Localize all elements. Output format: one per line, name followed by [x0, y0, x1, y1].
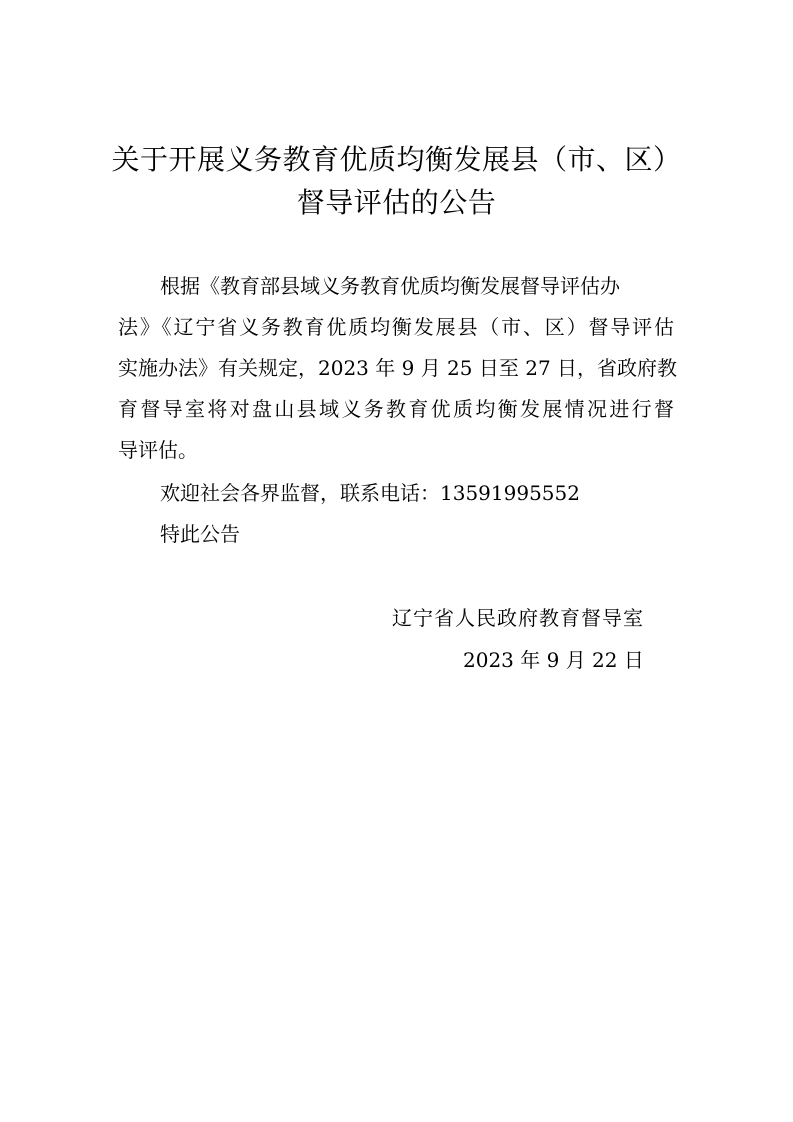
body-paragraph-line-1: 根据《教育部县域义务教育优质均衡发展督导评估办 — [160, 274, 620, 298]
body-paragraph-line-4: 育督导室将对盘山县域义务教育优质均衡发展情况进行督 — [118, 397, 674, 421]
body-paragraph-line-2: 法》《辽宁省义务教育优质均衡发展县（市、区）督导评估 — [118, 315, 674, 339]
closing-line: 特此公告 — [160, 522, 240, 546]
signature-organization: 辽宁省人民政府教育督导室 — [392, 606, 644, 630]
body-paragraph-line-3: 实施办法》有关规定，2023 年 9 月 25 日至 27 日，省政府教 — [118, 356, 678, 380]
welcome-contact-line: 欢迎社会各界监督，联系电话：13591995552 — [160, 481, 580, 505]
document-title-line-2: 督导评估的公告 — [296, 186, 497, 219]
signature-date: 2023 年 9 月 22 日 — [463, 648, 644, 672]
document-title-line-1: 关于开展义务教育优质均衡发展县（市、区） — [111, 143, 682, 176]
body-paragraph-line-5: 导评估。 — [118, 438, 198, 462]
